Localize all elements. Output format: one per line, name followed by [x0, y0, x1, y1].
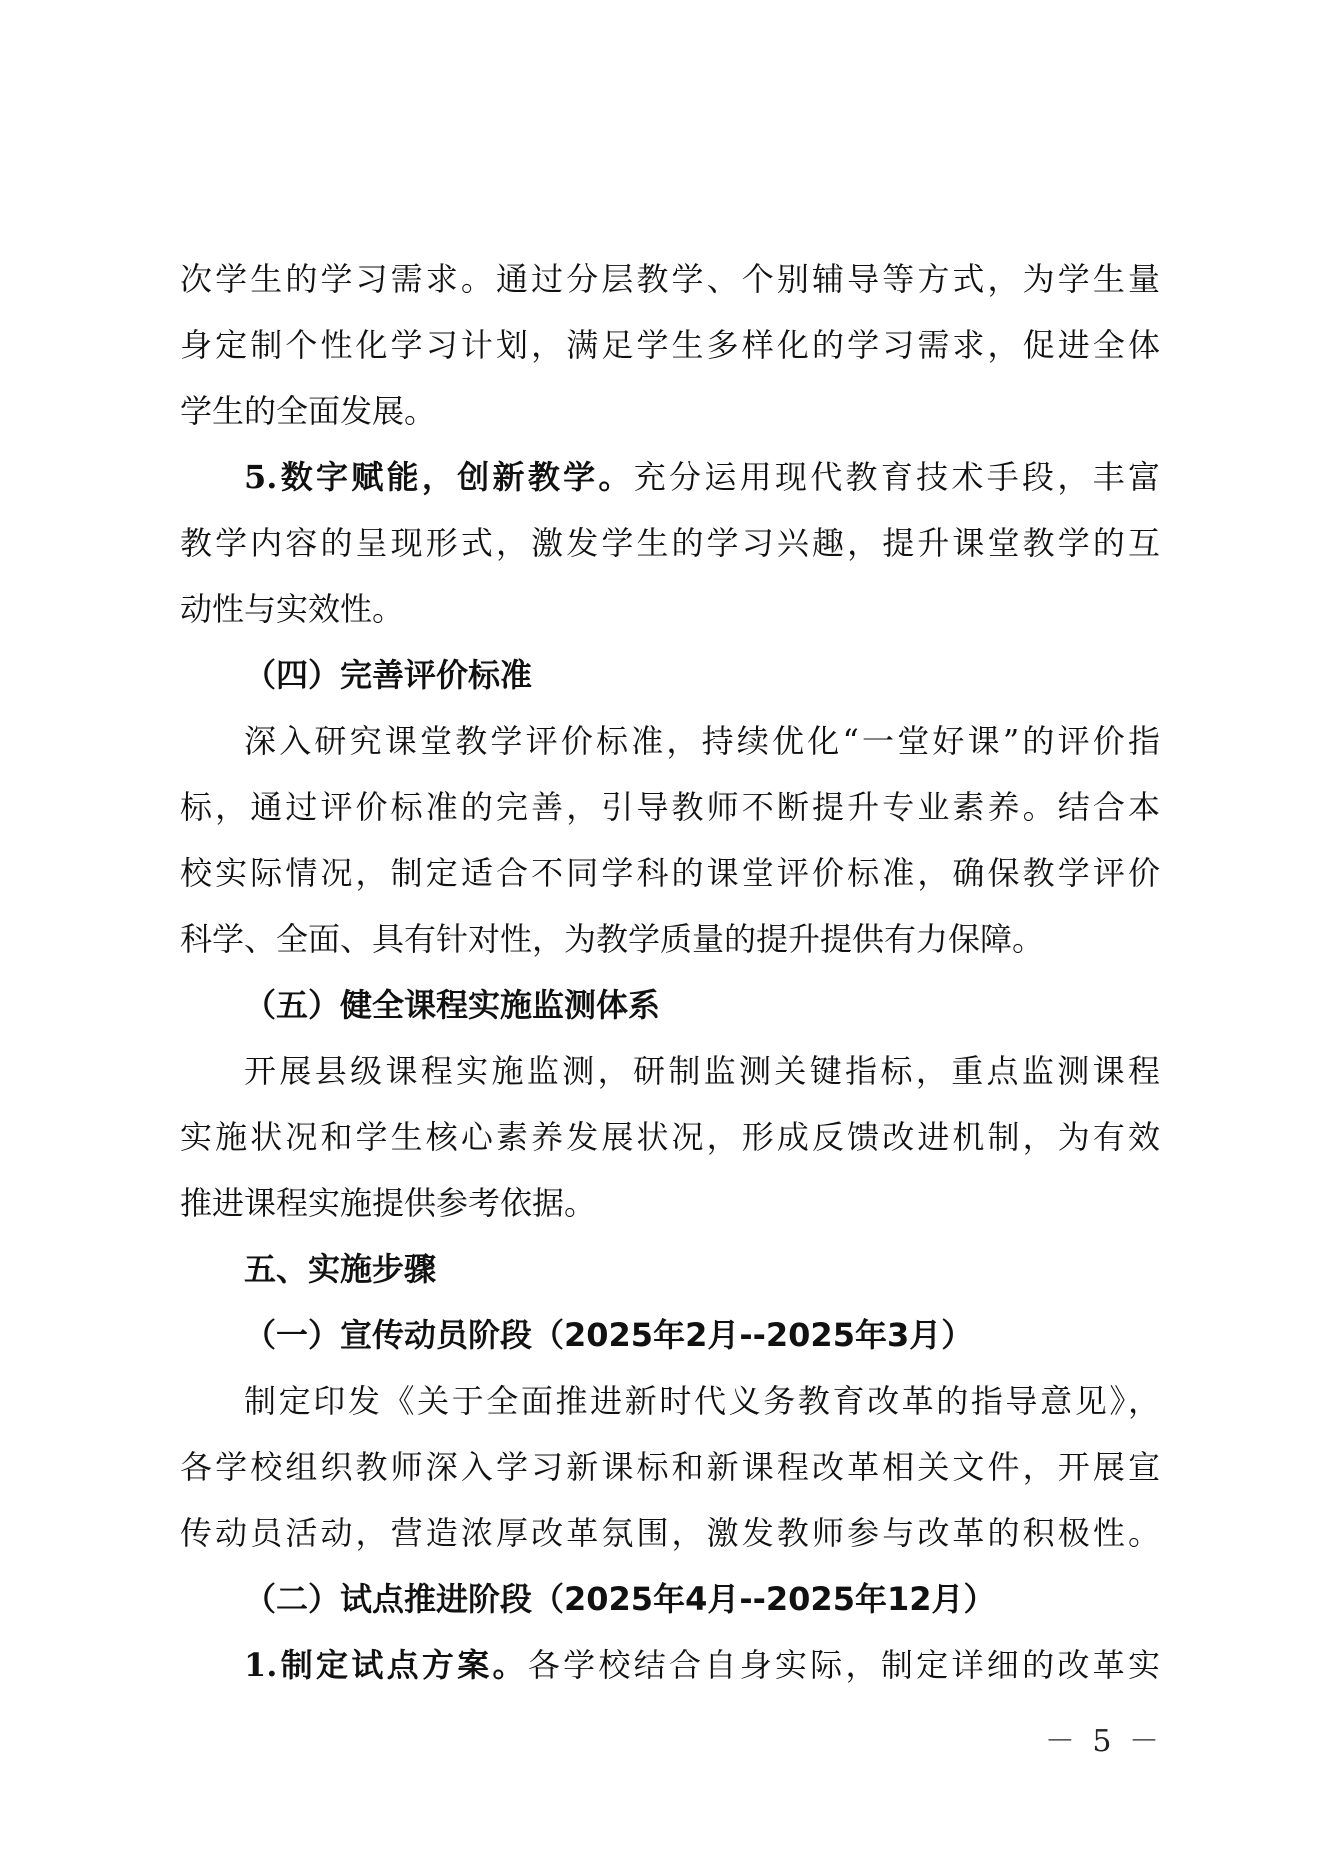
paragraph-line: 开展县级课程实施监测，研制监测关键指标，重点监测课程	[244, 1052, 1160, 1090]
section-heading: （五）健全课程实施监测体系	[244, 986, 661, 1024]
paragraph-line: 实施状况和学生核心素养发展状况，形成反馈改进机制，为有效	[180, 1118, 1160, 1156]
paragraph-line	[180, 1632, 1160, 1698]
paragraph-line: 传动员活动，营造浓厚改革氛围，激发教师参与改革的积极性。	[180, 1514, 1160, 1552]
item-title: 1.制定试点方案。	[244, 1646, 528, 1684]
item-title: 5.数字赋能，创新教学。	[244, 458, 634, 496]
paragraph-line: 深入研究课堂教学评价标准，持续优化“一堂好课”的评价指	[244, 722, 1160, 760]
section-heading: （二）试点推进阶段（2025年4月--2025年12月）	[244, 1580, 996, 1618]
section-heading: （四）完善评价标准	[244, 656, 533, 694]
document-body	[180, 246, 1160, 1698]
paragraph-line: 推进课程实施提供参考依据。	[180, 1184, 597, 1222]
paragraph-line: 校实际情况，制定适合不同学科的课堂评价标准，确保教学评价	[180, 854, 1160, 892]
paragraph-line: 标，通过评价标准的完善，引导教师不断提升专业素养。结合本	[180, 788, 1160, 826]
paragraph-line: 身定制个性化学习计划，满足学生多样化的学习需求，促进全体	[180, 326, 1160, 364]
paragraph-line: 次学生的学习需求。通过分层教学、个别辅导等方式，为学生量	[180, 260, 1160, 298]
paragraph-line: 科学、全面、具有针对性，为教学质量的提升提供有力保障。	[180, 920, 1045, 958]
paragraph-line: 各学校组织教师深入学习新课标和新课程改革相关文件，开展宣	[180, 1448, 1160, 1486]
paragraph-line: 制定印发《关于全面推进新时代义务教育改革的指导意见》，	[244, 1382, 1160, 1420]
item-text: 充分运用现代教育技术手段，丰富	[633, 458, 1160, 496]
item-text: 各学校结合自身实际，制定详细的改革实	[527, 1646, 1160, 1684]
section-heading: （一）宣传动员阶段（2025年2月--2025年3月）	[244, 1316, 974, 1354]
paragraph-line	[180, 444, 1160, 510]
page-number: － 5 －	[1044, 1724, 1163, 1759]
paragraph-line: 教学内容的呈现形式，激发学生的学习兴趣，提升课堂教学的互	[180, 524, 1160, 562]
chapter-heading: 五、实施步骤	[244, 1250, 437, 1288]
paragraph-line: 学生的全面发展。	[180, 392, 437, 430]
paragraph-line: 动性与实效性。	[180, 590, 405, 628]
